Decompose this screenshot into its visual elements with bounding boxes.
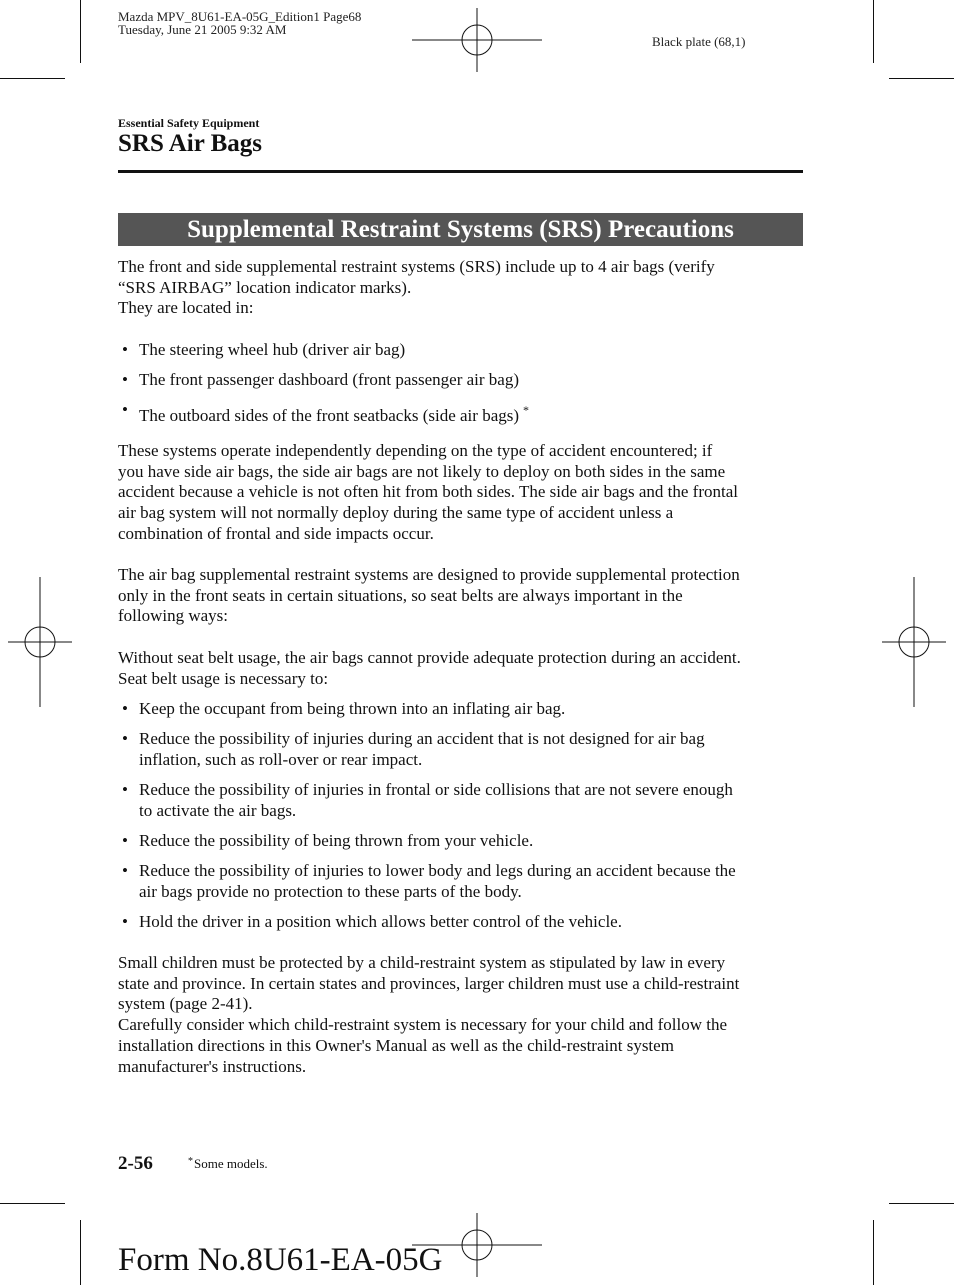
- bullet-text: The outboard sides of the front seatbacks (side air bags): [139, 406, 520, 425]
- location-bullet: [118, 340, 808, 361]
- text-line: accident because a vehicle is not often hit from both sides. The side air bags and the frontal: [118, 482, 738, 502]
- crop-mark: [873, 0, 874, 63]
- crop-mark: [889, 1203, 954, 1204]
- bullet-text: Reduce the possibility of injuries to lower body and legs during an accident because the: [139, 861, 736, 880]
- without-belt-paragraph: [118, 648, 808, 689]
- bullet-icon: •: [122, 729, 128, 748]
- bullet-icon: •: [122, 340, 128, 359]
- independent-paragraph: [118, 441, 808, 545]
- bullet-icon: •: [122, 780, 128, 799]
- text-line: Small children must be protected by a child-restraint system as stipulated by law in every: [118, 953, 726, 972]
- intro-paragraph: [118, 257, 808, 319]
- crop-mark: [873, 1220, 874, 1285]
- belt-reason-bullet: [118, 699, 808, 720]
- registration-mark-icon: [412, 8, 542, 72]
- star-icon: *: [523, 403, 530, 417]
- plate-label: Black plate (68,1): [652, 34, 746, 49]
- footnote: [188, 1156, 268, 1172]
- precautions-banner: Supplemental Restraint Systems (SRS) Precautions: [118, 213, 803, 246]
- page-title: SRS Air Bags: [118, 130, 263, 157]
- text-line: system (page 2-41).: [118, 994, 253, 1014]
- title-rule: [118, 170, 803, 173]
- star-icon: *: [188, 1156, 193, 1167]
- bullet-text: air bags provide no protection to these parts of the body.: [139, 881, 522, 901]
- text-line: “SRS AIRBAG” location indicator marks).: [118, 277, 412, 297]
- bullet-text: Reduce the possibility of injuries in frontal or side collisions that are not severe enough: [139, 780, 733, 799]
- belt-reason-bullet: [118, 780, 808, 821]
- text-line: manufacturer's instructions.: [118, 1056, 307, 1076]
- bullet-text: The steering wheel hub (driver air bag): [139, 340, 406, 359]
- bullet-text: Reduce the possibility of injuries during an accident that is not designed for air bag: [139, 729, 705, 748]
- bullet-icon: •: [122, 370, 128, 389]
- location-bullet: [118, 400, 808, 427]
- crop-mark: [0, 1203, 65, 1204]
- children-paragraph: [118, 953, 808, 1077]
- belt-reason-bullet: [118, 912, 808, 933]
- belt-reason-bullet: [118, 729, 808, 770]
- belt-reason-bullet: [118, 831, 808, 852]
- registration-mark-icon: [8, 577, 72, 707]
- text-line: Seat belt usage is necessary to:: [118, 668, 329, 688]
- text-line: The air bag supplemental restraint systems are designed to provide supplemental protection: [118, 565, 740, 584]
- crop-mark: [80, 1220, 81, 1285]
- text-line: only in the front seats in certain situations, so seat belts are always important in the: [118, 585, 683, 605]
- registration-mark-icon: [882, 577, 946, 707]
- text-line: Without seat belt usage, the air bags cannot provide adequate protection during an accident.: [118, 648, 741, 667]
- print-header-line2: Tuesday, June 21 2005 9:32 AM: [118, 22, 287, 37]
- bullet-icon: •: [122, 861, 128, 880]
- page-number: 2-56: [118, 1153, 153, 1174]
- location-bullet: [118, 370, 808, 391]
- bullet-text: The front passenger dashboard (front passenger air bag): [139, 370, 519, 389]
- front-seats-paragraph: [118, 565, 808, 627]
- bullet-icon: •: [122, 699, 128, 718]
- crop-mark: [80, 0, 81, 63]
- text-line: following ways:: [118, 606, 229, 626]
- print-header-line1: Mazda MPV_8U61-EA-05G_Edition1 Page68: [118, 9, 362, 24]
- text-line: installation directions in this Owner's Manual as well as the child-restraint system: [118, 1035, 674, 1055]
- footnote-text: Some models.: [194, 1156, 268, 1171]
- bullet-text-wrap: [139, 400, 808, 427]
- bullet-icon: •: [122, 400, 128, 419]
- form-number: Form No.8U61-EA-05G: [118, 1242, 443, 1278]
- bullet-text: to activate the air bags.: [139, 800, 297, 820]
- text-line: The front and side supplemental restraint systems (SRS) include up to 4 air bags (verify: [118, 257, 715, 276]
- bullet-text: inflation, such as roll-over or rear impact.: [139, 749, 423, 769]
- text-line: Carefully consider which child-restraint system is necessary for your child and follow the: [118, 1015, 727, 1035]
- bullet-icon: •: [122, 912, 128, 931]
- text-line: state and province. In certain states and provinces, larger children must use a child-restraint: [118, 973, 740, 993]
- text-line: air bag system will not normally deploy during the same type of accident unless a: [118, 503, 674, 523]
- section-label: Essential Safety Equipment: [118, 116, 260, 130]
- text-line: you have side air bags, the side air bags are not likely to deploy on both sides in the same: [118, 461, 726, 481]
- belt-reason-bullet: [118, 861, 808, 902]
- crop-mark: [0, 78, 65, 79]
- text-line: They are located in:: [118, 298, 254, 318]
- crop-mark: [889, 78, 954, 79]
- text-line: combination of frontal and side impacts occur.: [118, 523, 434, 543]
- bullet-text: Reduce the possibility of being thrown from your vehicle.: [139, 831, 534, 850]
- bullet-text: Hold the driver in a position which allows better control of the vehicle.: [139, 912, 622, 931]
- bullet-icon: •: [122, 831, 128, 850]
- bullet-text: Keep the occupant from being thrown into an inflating air bag.: [139, 699, 566, 718]
- text-line: These systems operate independently depending on the type of accident encountered; if: [118, 441, 713, 460]
